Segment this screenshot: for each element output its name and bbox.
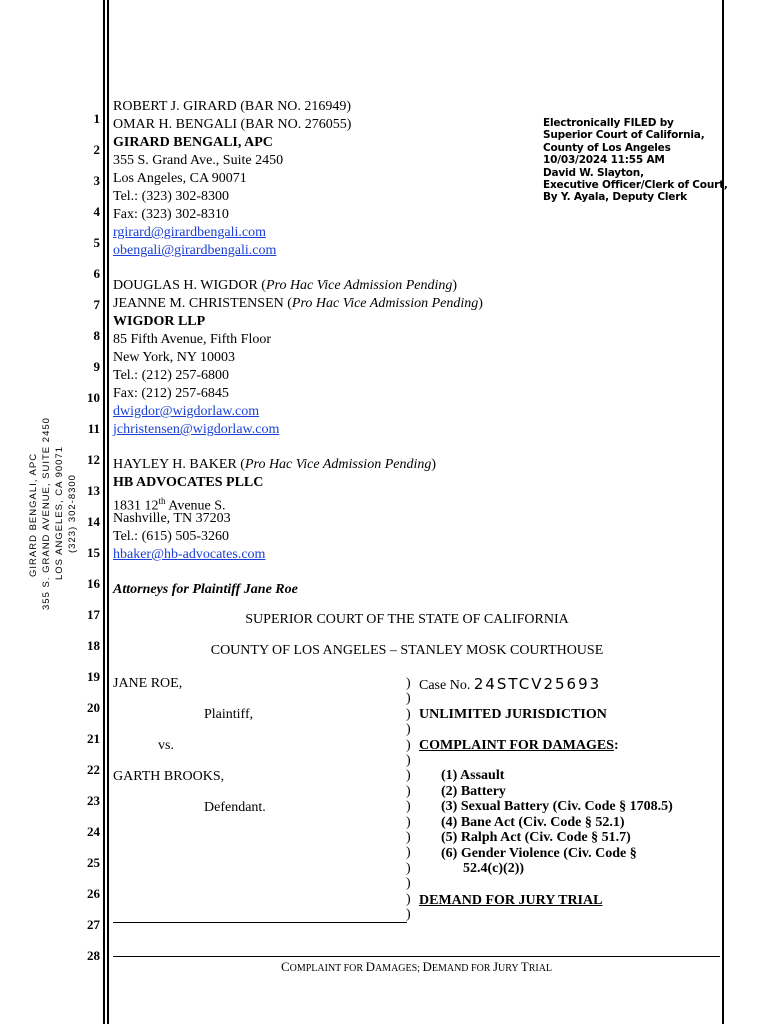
side-label-line3: LOS ANGELES, CA 90071: [54, 445, 65, 580]
firm-name: HB ADVOCATES PLLC: [113, 475, 264, 490]
footer-small: RIAL: [528, 963, 553, 974]
complaint-title-line: [419, 737, 619, 755]
firm-city: Nashville, TN 37203: [113, 511, 231, 526]
claim-item: (1) Assault: [441, 768, 505, 783]
attorney-name-text: HAYLEY H. BAKER (: [113, 457, 245, 472]
line-number: 11: [87, 421, 100, 436]
stamp-line: 10/03/2024 11:55 AM: [543, 154, 665, 167]
attorney-name-text: DOUGLAS H. WIGDOR (: [113, 278, 266, 293]
attorney-name: JEANNE M. CHRISTENSEN (Pro Hac Vice Admission Pending): [113, 296, 483, 311]
line-number: 12: [87, 452, 100, 467]
side-label-line1: GIRARD BENGALI, APC: [28, 452, 39, 577]
stamp-line: Electronically FILED by: [543, 117, 674, 129]
line-number: 8: [93, 328, 100, 343]
side-label-line4: (323) 302-8300: [67, 474, 78, 553]
firm-name: WIGDOR LLP: [113, 314, 206, 329]
firm-name: GIRARD BENGALI, APC: [113, 135, 273, 150]
line-number: 15: [87, 545, 100, 560]
line-number: 17: [87, 607, 100, 622]
plaintiff-name: JANE ROE,: [113, 676, 183, 691]
court-county: COUNTY OF LOS ANGELES – STANLEY MOSK COURTHOUSE: [210, 643, 604, 658]
line-number: 28: [87, 948, 100, 963]
defendant-name: GARTH BROOKS,: [113, 769, 225, 784]
attorney-name: OMAR H. BENGALI (BAR NO. 276055): [113, 117, 352, 132]
case-number-line: [419, 675, 601, 695]
line-number: 6: [93, 266, 100, 281]
stamp-line: Superior Court of California,: [543, 129, 705, 142]
line-number: 25: [87, 855, 100, 870]
address-street: Avenue S.: [165, 498, 226, 514]
footer-small: AMAGES;: [374, 963, 423, 974]
firm-tel: Tel.: (212) 257-6800: [113, 368, 230, 383]
firm-tel: Tel.: (323) 302-8300: [113, 189, 230, 204]
stamp-line: County of Los Angeles: [543, 141, 671, 154]
line-number: 23: [87, 793, 100, 808]
line-number: 14: [87, 514, 100, 529]
versus: vs.: [158, 738, 174, 753]
line-number: 18: [87, 638, 100, 653]
complaint-title: COMPLAINT FOR DAMAGES: [419, 738, 614, 753]
footer-cap: C: [280, 959, 290, 974]
left-margin-rule-outer: [103, 0, 105, 1024]
admission-note: Pro Hac Vice Admission Pending: [244, 457, 432, 472]
side-label-line2: 355 S. GRAND AVENUE, SUITE 2450: [41, 417, 52, 610]
footer-title: [113, 959, 720, 975]
line-number: 24: [87, 824, 100, 839]
line-number: 19: [87, 669, 100, 684]
email-link[interactable]: hbaker@hb-advocates.com: [113, 547, 266, 562]
email-link[interactable]: rgirard@girardbengali.com: [113, 225, 266, 240]
line-number: 3: [93, 173, 100, 188]
firm-tel: Tel.: (615) 505-3260: [113, 529, 230, 544]
line-number: 20: [87, 700, 100, 715]
complaint-title-colon: :: [613, 738, 619, 753]
claim-item: (2) Battery: [441, 783, 506, 799]
line-number: 5: [93, 235, 100, 250]
footer-cap: D: [365, 959, 375, 974]
claim-item: (4) Bane Act (Civ. Code § 52.1): [441, 814, 625, 830]
attorney-name: DOUGLAS H. WIGDOR (Pro Hac Vice Admission Pending): [113, 278, 458, 293]
line-number: 10: [87, 390, 100, 405]
jurisdiction: UNLIMITED JURISDICTION: [419, 707, 607, 722]
footer-cap: T: [520, 959, 529, 974]
stamp-line: David W. Slayton,: [543, 166, 644, 179]
line-number: 22: [87, 762, 100, 777]
claim-item: 52.4(c)(2)): [463, 861, 525, 876]
line-number: 4: [93, 204, 100, 219]
attorney-name: ROBERT J. GIRARD (BAR NO. 216949): [113, 99, 352, 114]
line-number: 21: [87, 731, 100, 746]
line-number: 27: [87, 917, 100, 932]
line-number: 13: [87, 483, 100, 498]
caption-bottom-rule: [113, 922, 407, 923]
line-number: 26: [87, 886, 100, 901]
email-link[interactable]: jchristensen@wigdorlaw.com: [113, 422, 280, 437]
jury-demand: DEMAND FOR JURY TRIAL: [419, 893, 603, 908]
footer-small: OMPLAINT FOR: [289, 963, 366, 974]
address-number: 1831 12: [113, 498, 159, 514]
line-number: 2: [93, 142, 100, 157]
footer-cap: D: [422, 959, 432, 974]
firm-fax: Fax: (323) 302-8310: [113, 207, 229, 222]
attorney-name-text: JEANNE M. CHRISTENSEN (: [113, 296, 292, 311]
footer-rule: [113, 956, 720, 957]
email-link[interactable]: dwigdor@wigdorlaw.com: [113, 404, 260, 419]
claim-item: (3) Sexual Battery (Civ. Code § 1708.5): [441, 799, 673, 814]
attorney-name: HAYLEY H. BAKER (Pro Hac Vice Admission Pending): [113, 457, 437, 472]
case-number-label: Case No.: [419, 678, 471, 693]
email-link[interactable]: obengali@girardbengali.com: [113, 243, 277, 258]
firm-address: 85 Fifth Avenue, Fifth Floor: [113, 332, 272, 347]
firm-fax: Fax: (212) 257-6845: [113, 386, 229, 401]
footer-cap: J: [492, 959, 499, 974]
footer-small: EMAND FOR: [431, 963, 493, 974]
attorneys-for-line: Attorneys for Plaintiff Jane Roe: [113, 582, 298, 597]
firm-city: Los Angeles, CA 90071: [113, 171, 247, 186]
plaintiff-role: Plaintiff,: [204, 707, 254, 722]
stamp-line: Executive Officer/Clerk of Court,: [543, 179, 728, 191]
admission-note: Pro Hac Vice Admission Pending: [265, 278, 453, 293]
admission-note: Pro Hac Vice Admission Pending: [291, 296, 479, 311]
right-margin-rule: [722, 0, 724, 1024]
court-name: SUPERIOR COURT OF THE STATE OF CALIFORNIA: [245, 612, 569, 627]
left-margin-rule-inner: [107, 0, 109, 1024]
claim-item: (5) Ralph Act (Civ. Code § 51.7): [441, 830, 631, 845]
caption-parentheses: ) ) ) ) ) ) ) ) ) ) ) ) ) ) ) ): [406, 676, 411, 923]
address-ordinal: th: [158, 496, 166, 506]
firm-address: 355 S. Grand Ave., Suite 2450: [113, 153, 284, 168]
stamp-line: By Y. Ayala, Deputy Clerk: [543, 191, 687, 204]
firm-city: New York, NY 10003: [113, 350, 235, 365]
case-number: 24STCV25693: [473, 675, 602, 693]
line-number: 16: [87, 576, 100, 591]
defendant-role: Defendant.: [204, 800, 266, 815]
line-number: 1: [93, 111, 100, 126]
footer-small: URY: [498, 963, 521, 974]
claim-item: (6) Gender Violence (Civ. Code §: [441, 845, 637, 861]
line-number: 7: [93, 297, 100, 312]
line-number: 9: [93, 359, 100, 374]
